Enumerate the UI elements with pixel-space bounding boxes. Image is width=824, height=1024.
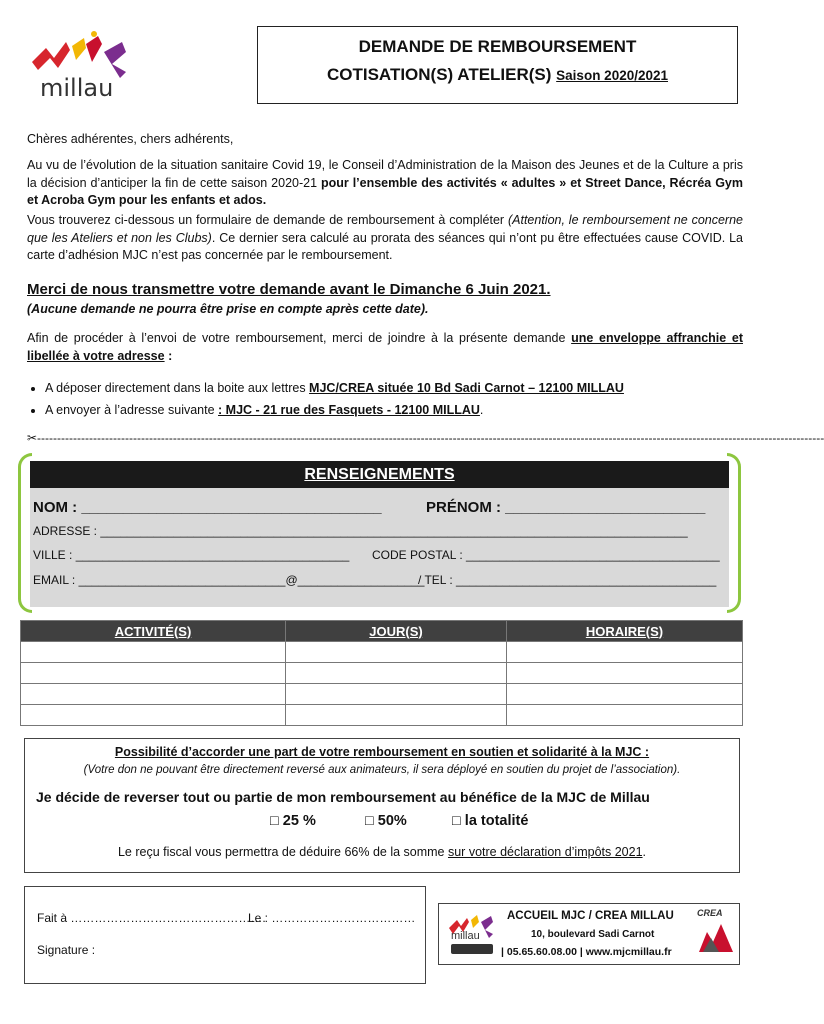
p3-text: Afin de procéder à l’envoi de votre remboursement, merci de joindre à la présente demande xyxy=(27,331,572,345)
deadline-note-text: Aucune demande ne pourra être prise en compte après cette date xyxy=(31,302,421,316)
table-cell[interactable] xyxy=(286,663,507,684)
p1-bold: pour l’ensemble des activités « adultes » et Street Dance, Récréa Gym et Acroba Gym pour les enfants et ados. xyxy=(27,175,743,207)
option-totalite[interactable]: □ la totalité xyxy=(452,813,529,829)
table-cell[interactable] xyxy=(507,684,743,705)
table-cell[interactable] xyxy=(286,684,507,705)
p2-text: Vous trouverez ci-dessous un formulaire de demande de remboursement à compléter xyxy=(27,213,508,227)
signature-box xyxy=(24,886,426,984)
table-cell[interactable] xyxy=(507,642,743,663)
table-cell[interactable] xyxy=(507,663,743,684)
title-main: COTISATION(S) ATELIER(S) xyxy=(326,65,552,84)
mjc-logo xyxy=(26,30,134,102)
donation-decide: Je décide de reverser tout ou partie de mon remboursement au bénéfice de la MJC de Millau xyxy=(36,789,650,805)
col-jour: JOUR(S) xyxy=(286,621,507,642)
tel-field[interactable]: / TEL : _______________________________________ xyxy=(418,573,717,587)
table-cell[interactable] xyxy=(286,642,507,663)
table-header-row xyxy=(21,621,743,642)
accueil-contact: | 05.65.60.08.00 | www.mjcmillau.fr xyxy=(501,946,672,958)
option-25[interactable]: □ 25 % xyxy=(270,813,316,829)
table-row xyxy=(21,663,743,684)
date-field[interactable]: Le : ……………………………… xyxy=(248,911,416,925)
paragraph-3 xyxy=(27,330,743,365)
table-cell[interactable] xyxy=(286,705,507,726)
info-header xyxy=(30,461,729,488)
accueil-address: 10, boulevard Sadi Carnot xyxy=(531,929,655,940)
crea-logo: CREA xyxy=(697,908,735,960)
signature-field[interactable]: Signature : xyxy=(37,943,96,957)
accueil-title: ACCUEIL MJC / CREA MILLAU xyxy=(507,910,674,922)
cut-line: ✂----------------------------------------------------------------------------------------------------------------------------------------------------------------------------------------------------- xyxy=(27,431,824,445)
option-50[interactable]: □ 50% xyxy=(365,813,407,829)
table-cell[interactable] xyxy=(21,705,286,726)
donation-note: (Votre don ne pouvant être directement reversé aux animateurs, il sera déployé en soutien du projet de l’association). xyxy=(83,764,681,776)
paragraph-1 xyxy=(27,157,743,210)
greeting: Chères adhérentes, chers adhérents, xyxy=(27,132,234,146)
season: Saison 2020/2021 xyxy=(556,68,669,83)
table-row xyxy=(21,705,743,726)
title-line2 xyxy=(258,65,737,85)
deadline-heading: Merci de nous transmettre votre demande avant le Dimanche 6 Juin 2021. xyxy=(27,281,551,298)
deadline-note: (Aucune demande ne pourra être prise en compte après cette date). xyxy=(27,302,429,316)
p2-text-end: . Ce dernier sera calculé au prorata des séances qui n’ont pu être effectuées cause COVID. La carte d’adhésion MJC n’est pas concernée par le remboursement. xyxy=(27,230,743,262)
right-bracket xyxy=(727,453,741,613)
dropoff-address: MJC/CREA située 10 Bd Sadi Carnot – 12100 MILLAU xyxy=(309,381,624,395)
adresse-field[interactable]: ADRESSE : ________________________________________________________________________________________ xyxy=(33,524,688,538)
logo-city-small: millau xyxy=(451,930,480,942)
fait-a-field[interactable]: Fait à …………………………………………. xyxy=(37,911,266,925)
mjc-logo-small xyxy=(445,910,503,958)
mail-address: : MJC - 21 rue des Fasquets - 12100 MILLAU xyxy=(218,402,480,417)
email-field[interactable]: EMAIL : _______________________________@___________________ xyxy=(33,573,425,587)
table-cell[interactable] xyxy=(21,684,286,705)
title-box xyxy=(257,26,738,104)
table-row xyxy=(21,642,743,663)
table-row xyxy=(21,684,743,705)
p3-bold: une enveloppe affranchie et libellée à votre adresse xyxy=(27,331,743,363)
donation-title: Possibilité d’accorder une part de votre remboursement en soutien et solidarité à la MJC : xyxy=(114,745,650,759)
p1-text: Au vu de l’évolution de la situation sanitaire Covid 19, le Conseil d’Administration de la Maison des Jeunes et de la Culture a pris la décision d’anticiper la fin de cette saison 2020-21 xyxy=(27,158,743,190)
list-item: • A envoyer à l’adresse suivante : MJC - 21 rue des Fasquets - 12100 MILLAU. xyxy=(45,402,743,420)
title-line1: DEMANDE DE REMBOURSEMENT xyxy=(358,37,637,56)
p2-italic: (Attention, le remboursement ne concerne que les Ateliers et non les Clubs) xyxy=(27,213,743,245)
table-cell[interactable] xyxy=(21,642,286,663)
code-postal-field[interactable]: CODE POSTAL : ______________________________________ xyxy=(372,548,720,562)
col-activite: ACTIVITÉ(S) xyxy=(21,621,286,642)
p3-colon: : xyxy=(164,348,173,363)
list-item: • A déposer directement dans la boite aux lettres MJC/CREA située 10 Bd Sadi Carnot – 12100 MILLAU xyxy=(45,380,743,398)
prenom-field[interactable]: PRÉNOM : ________________________ xyxy=(426,499,706,516)
activity-table xyxy=(20,620,743,726)
logo-city: millau xyxy=(40,74,114,102)
tax-receipt-note: Le reçu fiscal vous permettra de déduire 66% de la somme sur votre déclaration d’impôts 2021. xyxy=(117,845,647,859)
paragraph-2 xyxy=(27,212,743,265)
instructions-list xyxy=(27,380,743,423)
table-cell[interactable] xyxy=(21,663,286,684)
accueil-box xyxy=(438,903,740,965)
nom-field[interactable]: NOM : ____________________________________ xyxy=(33,499,382,516)
info-title: RENSEIGNEMENTS xyxy=(304,466,455,483)
col-horaire: HORAIRE(S) xyxy=(507,621,743,642)
table-cell[interactable] xyxy=(507,705,743,726)
ville-field[interactable]: VILLE : _________________________________________ xyxy=(33,548,350,562)
